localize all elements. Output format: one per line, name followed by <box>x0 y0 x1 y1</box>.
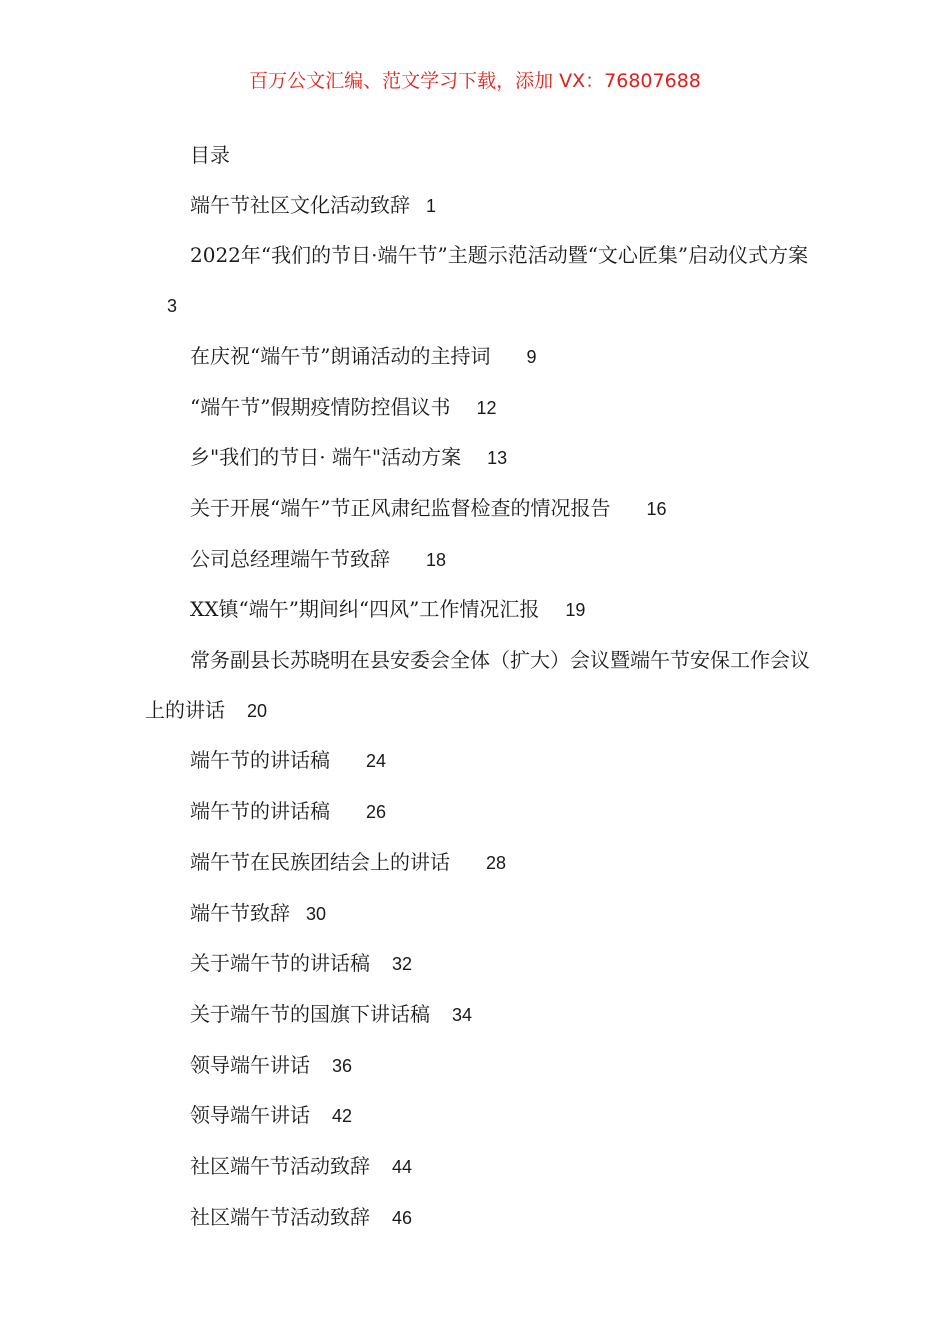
toc-entry-page: 44 <box>392 1157 413 1178</box>
toc-entry-page: 28 <box>486 852 507 873</box>
toc-entry-text: 端午节致辞 <box>190 900 290 925</box>
toc-entry <box>145 535 815 586</box>
toc-entry-page: 20 <box>247 700 268 721</box>
toc-entry-page: 13 <box>487 448 508 469</box>
toc-entry-page: 26 <box>366 802 387 823</box>
table-of-contents <box>145 131 815 1243</box>
toc-entry-page: 3 <box>167 296 178 317</box>
toc-entry <box>145 889 815 940</box>
toc-entry <box>145 231 815 331</box>
toc-entry-text: 端午节的讲话稿 <box>190 799 330 824</box>
toc-entry-page: 12 <box>476 397 497 418</box>
toc-entry-text: 社区端午节活动致辞 <box>190 1154 370 1179</box>
toc-entry-text: 社区端午节活动致辞 <box>190 1204 370 1229</box>
toc-entry-page: 32 <box>392 954 413 975</box>
toc-entry-page: 24 <box>366 751 387 772</box>
toc-entry-text: 关于开展“端午”节正风肃纪监督检查的情况报告 <box>190 495 611 520</box>
toc-entry <box>145 1091 815 1142</box>
toc-entry-page: 9 <box>526 346 537 367</box>
toc-entry-text: 在庆祝“端午节”朗诵活动的主持词 <box>190 343 491 368</box>
toc-entry <box>145 585 815 636</box>
toc-entry <box>145 1142 815 1193</box>
toc-entry <box>145 433 815 484</box>
toc-entry-page: 46 <box>392 1207 413 1228</box>
toc-entry <box>145 939 815 990</box>
toc-entry <box>145 636 815 736</box>
toc-entry <box>145 484 815 535</box>
toc-entry <box>145 1041 815 1092</box>
toc-entry-page: 16 <box>646 498 667 519</box>
toc-entry-page: 36 <box>332 1055 353 1076</box>
toc-entry-text: 关于端午节的讲话稿 <box>190 951 370 976</box>
toc-entry <box>145 383 815 434</box>
toc-entry <box>145 332 815 383</box>
toc-entry-page: 34 <box>452 1004 473 1025</box>
toc-entry-text: 领导端午讲话 <box>190 1103 310 1128</box>
toc-entry-page: 42 <box>332 1106 353 1127</box>
watermark-header: 百万公文汇编、范文学习下载，添加 VX：76807688 <box>249 70 701 92</box>
toc-entry <box>145 990 815 1041</box>
toc-entry-text: 端午节社区文化活动致辞 <box>190 192 410 217</box>
toc-entry-text: “端午节”假期疫情防控倡议书 <box>190 394 451 419</box>
toc-entry-page: 1 <box>426 195 437 216</box>
toc-entry-text: 领导端午讲话 <box>190 1052 310 1077</box>
toc-entry-text: XX镇“端午”期间纠“四风”工作情况汇报 <box>190 597 540 622</box>
toc-entry-text: 关于端午节的国旗下讲话稿 <box>190 1001 430 1026</box>
toc-title: 目录 <box>190 143 230 167</box>
toc-entry <box>145 1193 815 1244</box>
toc-entry <box>145 736 815 787</box>
toc-entry-text: 公司总经理端午节致辞 <box>190 546 390 571</box>
toc-entry <box>145 181 815 232</box>
toc-entry-text: 乡"我们的节日· 端午"活动方案 <box>190 445 462 470</box>
toc-entry-page: 30 <box>306 903 327 924</box>
toc-entry-text: 端午节的讲话稿 <box>190 748 330 773</box>
toc-entry-page: 19 <box>565 600 586 621</box>
toc-entry-text: 常务副县长苏晓明在县安委会全体（扩大）会议暨端午节安保工作会议上的讲话 <box>145 648 810 722</box>
toc-entry-text: 2022年“我们的节日·端午节”主题示范活动暨“文心匠集”启动仪式方案 <box>190 243 809 268</box>
toc-entry <box>145 787 815 838</box>
toc-entry-page: 18 <box>426 549 447 570</box>
toc-entry <box>145 838 815 889</box>
toc-entry-text: 端午节在民族团结会上的讲话 <box>190 849 450 874</box>
